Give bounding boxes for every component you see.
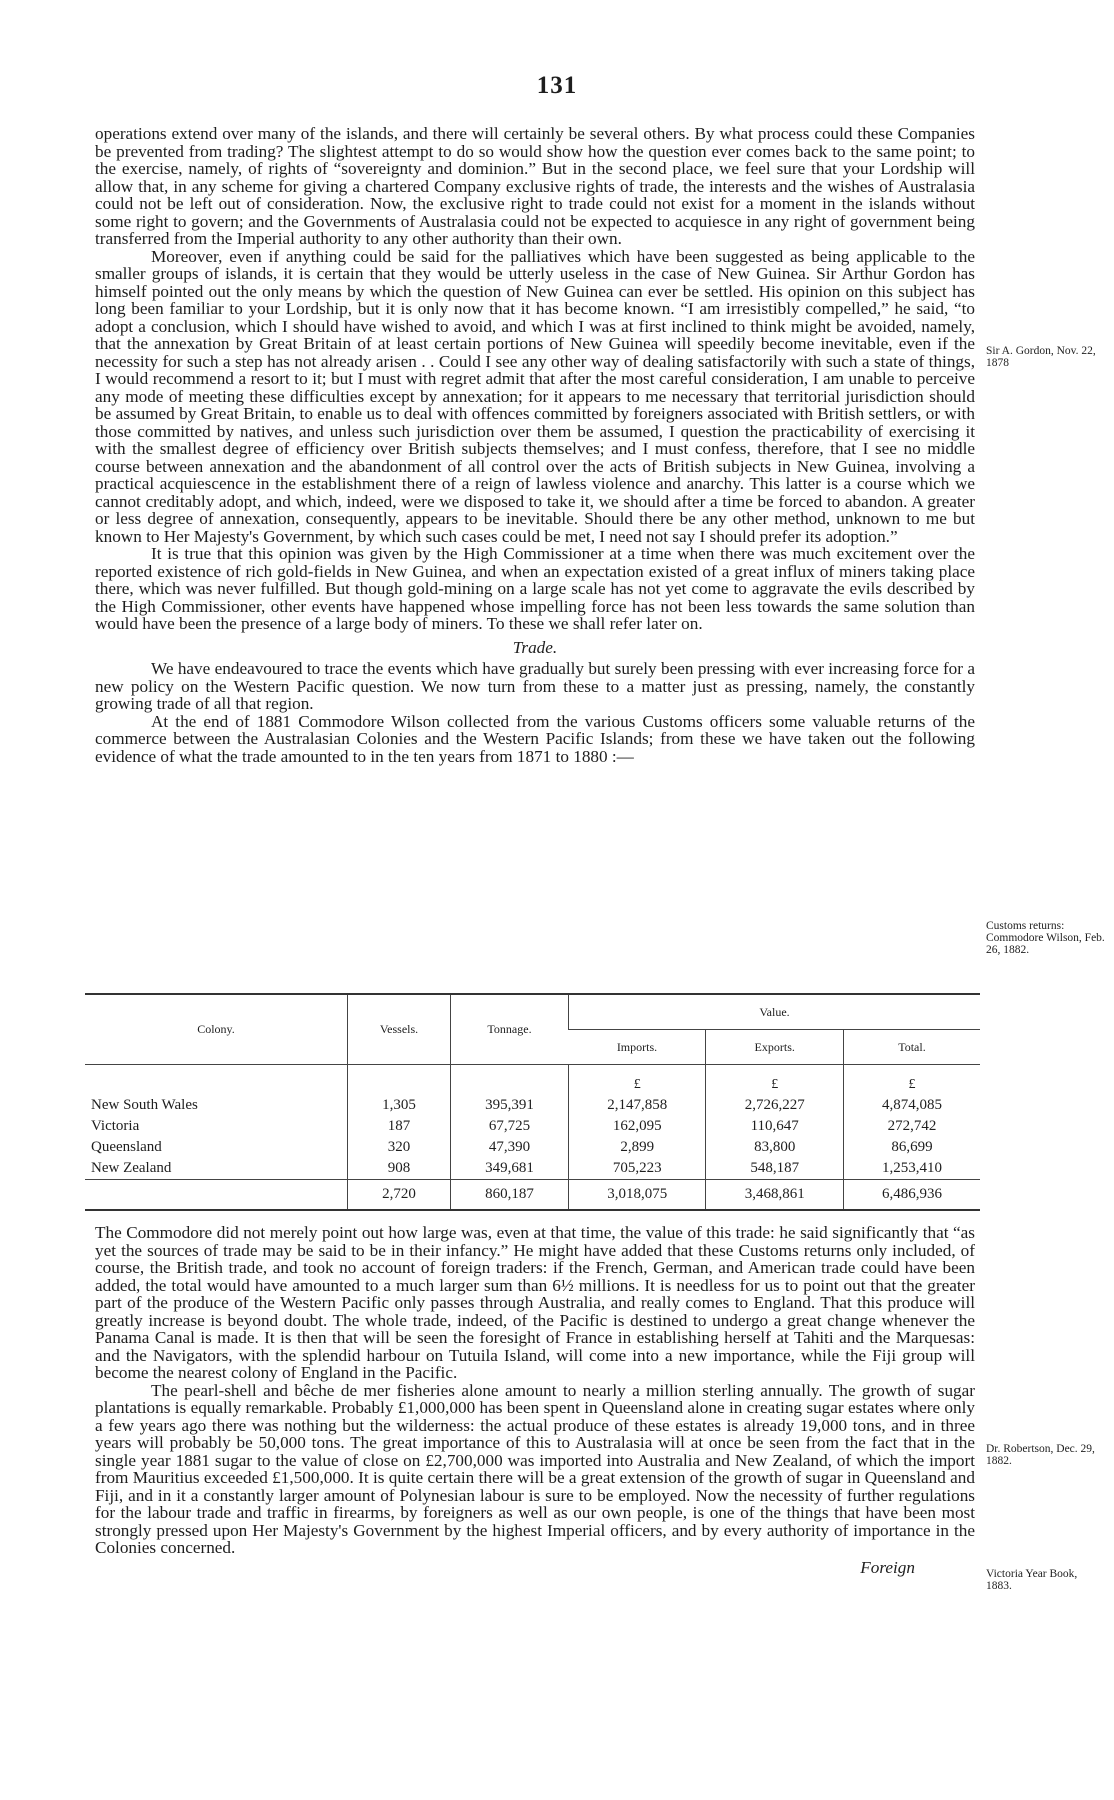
row-total: 1,253,410 (843, 1158, 980, 1180)
total-imports: 3,018,075 (569, 1180, 706, 1211)
row-imports: 2,899 (569, 1137, 706, 1158)
row-colony: Victoria (91, 1118, 140, 1134)
header-vessels: Vessels. (348, 994, 451, 1065)
margin-note-customs: Customs returns: Commodore Wilson, Feb. 26, 1882. (986, 920, 1105, 956)
row-vessels: 1,305 (348, 1095, 451, 1116)
row-total: 4,874,085 (843, 1095, 980, 1116)
table-totals-row (85, 1180, 980, 1211)
catchword: Foreign (860, 1557, 915, 1577)
table-row (85, 1137, 980, 1158)
text-block-upper (95, 125, 975, 765)
header-value: Value. (569, 994, 981, 1030)
row-colony: Queensland (91, 1139, 162, 1155)
total-vessels: 2,720 (348, 1180, 451, 1211)
row-colony: New Zealand (91, 1160, 172, 1176)
row-tonnage: 395,391 (451, 1095, 569, 1116)
row-imports: 162,095 (569, 1116, 706, 1137)
row-exports: 2,726,227 (706, 1095, 843, 1116)
paragraph-5: At the end of 1881 Commodore Wilson collected from the various Customs officers some valuable returns of the commerce between the Australasian Colonies and the Western Pacific Islands; from these we have taken out the following evidence of what the trade amounted to in the ten years from 1871 to 1880 :— (95, 711, 975, 766)
row-total: 272,742 (843, 1116, 980, 1137)
paragraph-4: We have endeavoured to trace the events which have gradually but surely been pressing with ever increasing force for a new policy on the Western Pacific question. We now turn from these to a matter just as pressing, namely, the constantly growing trade of all that region. (95, 659, 975, 713)
header-imports: Imports. (569, 1030, 706, 1065)
paragraph-1: operations extend over many of the islands, and there will certainly be several others. By what process could these Companies be prevented from trading? The slightest attempt to do so would show how the question ever comes back to the same point; to the exercise, namely, of rights of “sovereignty and dominion.” But in the second place, we feel sure that your Lordship will allow that, in any scheme for giving a chartered Company exclusive rights of trade, the interests and the wishes of Australasia could not be left out of consideration. Now, the exclusive right to trade could not exist for a moment in the islands without some right to govern; and the Governments of Australasia could not be expected to acquiesce in any right of government being transferred from the Imperial authority to any other authority than their own. (95, 124, 975, 248)
row-colony: New South Wales (91, 1097, 198, 1113)
page-number: 131 (536, 72, 578, 99)
row-exports: 83,800 (706, 1137, 843, 1158)
header-colony: Colony. (85, 994, 348, 1065)
row-imports: 705,223 (569, 1158, 706, 1180)
row-vessels: 320 (348, 1137, 451, 1158)
row-tonnage: 67,725 (451, 1116, 569, 1137)
row-tonnage: 349,681 (451, 1158, 569, 1180)
margin-note-robertson: Dr. Robertson, Dec. 29, 1882. (986, 1443, 1095, 1467)
text-block-lower (95, 1224, 975, 1576)
row-imports: 2,147,858 (569, 1095, 706, 1116)
paragraph-6: The Commodore did not merely point out how large was, even at that time, the value of this trade: he said significantly that “as yet the sources of trade may be said to be in their infancy.” He might have added that these Customs returns only included, of course, the British trade, and took no account of foreign traders: if the French, German, and American trade could have been added, the total would have amounted to a much larger sum than 6½ millions. It is needless for us to point out that the greater part of the produce of the Western Pacific only passes through Australia, and really comes to England. That this produce will greatly increase is beyond doubt. The whole trade, indeed, of the Pacific is destined to undergo a great change whenever the Panama Canal is made. It is then that will be seen the foresight of France in establishing herself at Tahiti and the Marquesas: and the Navigators, with the splendid harbour on Tutuila Island, will come into a new importance, while the Fiji group will become the nearest colony of England in the Pacific. (95, 1223, 975, 1382)
row-vessels: 908 (348, 1158, 451, 1180)
currency-total: £ (843, 1065, 980, 1096)
table-row (85, 1095, 980, 1116)
paragraph-3: It is true that this opinion was given by the High Commissioner at a time when there was much excitement over the reported existence of rich gold-fields in New Guinea, and when an expectation existed of a great influx of miners taking place there, which was never fulfilled. But though gold-mining on a large scale has not yet come to aggravate the evils described by the High Commissioner, other events have happened whose impelling force has not been less towards the same solution than would have been the presence of a large body of miners. To these we shall refer later on. (95, 544, 975, 633)
table-row (85, 1116, 980, 1137)
row-total: 86,699 (843, 1137, 980, 1158)
total-tonnage: 860,187 (451, 1180, 569, 1211)
total-total: 6,486,936 (843, 1180, 980, 1211)
row-exports: 548,187 (706, 1158, 843, 1180)
currency-imports: £ (569, 1065, 706, 1096)
margin-note-gordon: Sir A. Gordon, Nov. 22, 1878 (986, 345, 1096, 369)
total-exports: 3,468,861 (706, 1180, 843, 1211)
header-total: Total. (843, 1030, 980, 1065)
header-exports: Exports. (706, 1030, 843, 1065)
section-heading-trade: Trade. (512, 637, 558, 657)
table-row (85, 1158, 980, 1180)
currency-exports: £ (706, 1065, 843, 1096)
margin-note-victoria: Victoria Year Book, 1883. (986, 1568, 1078, 1592)
header-tonnage: Tonnage. (451, 994, 569, 1065)
paragraph-2: Moreover, even if anything could be said for the palliatives which have been suggested as being applicable to the smaller groups of islands, it is certain that they would be utterly useless in the case of New Guinea. Sir Arthur Gordon has himself pointed out the only means by which the question of New Guinea can ever be settled. His opinion on this subject has long been familiar to your Lordship, but it is only now that it has become known. “I am irresistibly compelled,” he said, “to adopt a conclusion, which I should have wished to avoid, and which I was at first inclined to think might be avoided, namely, that the annexation by Great Britain of at least certain portions of New Guinea will speedily become inevitable, even if the necessity for such a step has not already arisen . . Could I see any other way of dealing satisfactorily with such a state of things, I would recommend a resort to it; but I must with regret admit that after the most careful consideration, I am unable to perceive any mode of meeting these difficulties except by annexation; for it appears to me necessary that territorial jurisdiction should be assumed by Great Britain, to enable us to deal with offences committed by foreigners associated with British settlers, or with those committed by natives, and unless such jurisdiction over them be assumed, I question the practicability of exercising it with the smallest degree of efficiency over British subjects themselves; and I must confess, therefore, that I see no middle course between annexation and the abandonment of all control over the acts of British subjects in New Guinea, involving a practical acquiescence in the establishment there of a reign of lawless violence and anarchy. This latter is a course which we cannot creditably adopt, and which, indeed, were we disposed to take it, we should after a time be forced to abandon. A greater or less degree of annexation, consequently, appears to be inevitable. Should there be any other method, unknown to me but known to Her Majesty's Government, by which such cases could be met, I need not say I should prefer its adoption.” (95, 246, 975, 546)
row-vessels: 187 (348, 1116, 451, 1137)
paragraph-7: The pearl-shell and bêche de mer fisheries alone amount to nearly a million sterling annually. The growth of sugar plantations is equally remarkable. Probably £1,000,000 has been spent in Queensland alone in creating sugar estates where only a few years ago there was nothing but the wilderness: the actual produce of these estates is already 19,000 tons, and in three years will probably be 50,000 tons. The great importance of this to Australasia will at once be seen from the fact that in the single year 1881 sugar to the value of close on £2,700,000 was imported into Australia and New Zealand, of which the import from Mauritius exceeded £1,500,000. It is quite certain there will be a great extension of the growth of sugar in Queensland and Fiji, and in it a constantly larger amount of Polynesian labour is sure to be employed. Now the necessity of further regulations for the labour trade and traffic in firearms, by foreigners as well as our own people, is one of the things that have been most strongly pressed upon Her Majesty's Government by the highest Imperial officers, and by every authority of importance in the Colonies concerned. (95, 1380, 975, 1557)
trade-table (85, 993, 980, 1211)
row-exports: 110,647 (706, 1116, 843, 1137)
row-tonnage: 47,390 (451, 1137, 569, 1158)
